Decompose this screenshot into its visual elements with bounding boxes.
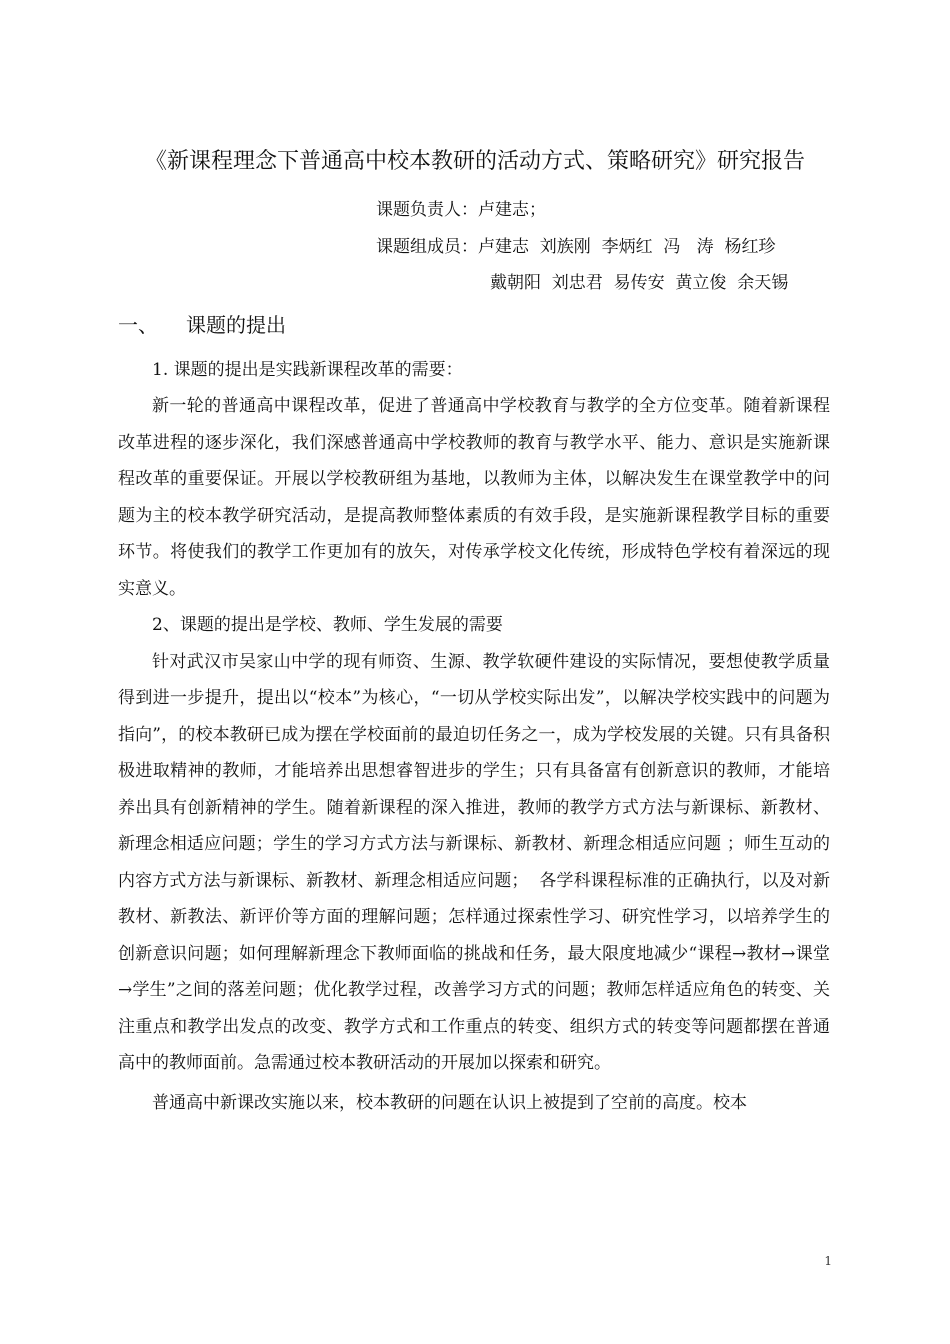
project-members-line-1: 课题组成员：卢建志 刘族刚 李炳红 冯 涛 杨红珍 [376, 237, 776, 257]
paragraph-1: 新一轮的普通高中课程改革，促进了普通高中学校教育与教学的全方位变革。随着新课程改革进程的逐步深化，我们深感普通高中学校教师的教育与教学水平、能力、意识是实施新课程改革的重要保证。开展以学校教研组为基地，以教师为主体，以解决发生在课堂教学中的问题为主的校本教学研究活动，是提高教师整体素质的有效手段，是实施新课程教学目标的重要环节。将使我们的教学工作更加有的放矢，对传承学校文化传统，形成特色学校有着深远的现实意义。 [118, 396, 830, 599]
report-title: 《新课程理念下普通高中校本教研的活动方式、策略研究》研究报告 [144, 149, 805, 174]
paragraph-2: 针对武汉市吴家山中学的现有师资、生源、教学软硬件建设的实际情况，要想使教学质量得到进一步提升，提出以“校本”为核心，“一切从学校实际出发”，以解决学校实践中的问题为指向”，的校本教研已成为摆在学校面前的最迫切任务之一，成为学校发展的关键。只有具备积极进取精神的教师，才能培养出思想睿智进步的学生；只有具备富有创新意识的教师，才能培养出具有创新精神的学生。随着新课程的深入推进，教师的教学方式方法与新课标、新教材、新理念相适应问题；学生的学习方式方法与新课标、新教材、新理念相适应问题 ；师生互动的内容方式方法与新课标、新教材、新理念相适应问题； 各学科课程标准的正确执行，以及对新教材、新教法、新评价等方面的理解问题；怎样通过探索性学习、研究性学习，以培养学生的创新意识问题；如何理解新理念下教师面临的挑战和任务，最大限度地减少“课程→教材→课堂→学生”之间的落差问题；优化教学过程，改善学习方式的问题；教师怎样适应角色的转变、关注重点和教学出发点的改变、教学方式和工作重点的转变、组织方式的转变等问题都摆在普通高中的教师面前。急需通过校本教研活动的开展加以探索和研究。 [118, 651, 830, 1073]
section-number: 一、 [118, 313, 158, 337]
paragraph-3: 普通高中新课改实施以来，校本教研的问题在认识上被提到了空前的高度。校本 [152, 1092, 747, 1113]
section-title: 课题的提出 [186, 313, 286, 337]
body-text [118, 355, 830, 1121]
subheading-2: 2、课题的提出是学校、教师、学生发展的需要 [152, 615, 503, 635]
page-number: 1 [824, 1254, 832, 1268]
section-heading [118, 310, 286, 340]
project-leader: 课题负责人：卢建志； [376, 200, 546, 220]
project-members-line-2: 戴朝阳 刘忠君 易传安 黄立俊 余天锡 [490, 273, 789, 293]
subheading-1: 1. 课题的提出是实践新课程改革的需要： [152, 360, 463, 380]
